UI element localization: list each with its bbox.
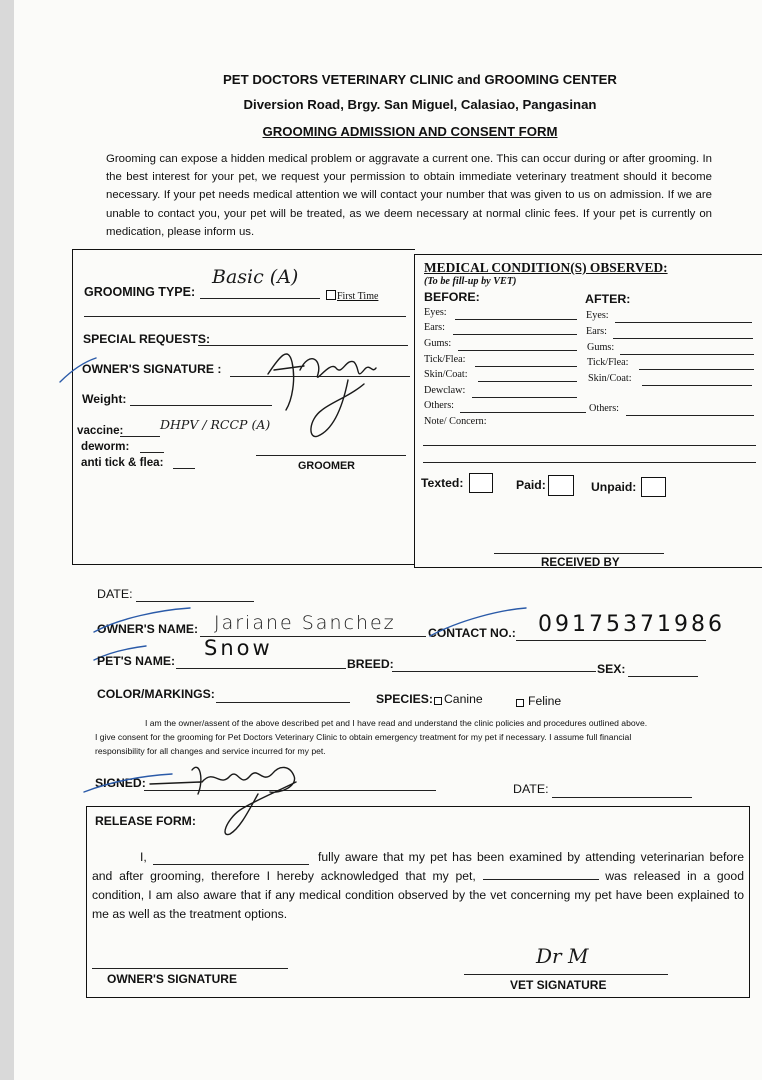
date-label-bottom: DATE: <box>513 782 549 796</box>
paid-checkbox[interactable] <box>548 475 574 496</box>
date-label-top: DATE: <box>97 587 133 601</box>
grooming-type-value: Basic (A) <box>212 266 299 288</box>
pet-name-label: PET'S NAME: <box>97 654 176 668</box>
release-pet-line[interactable] <box>483 869 599 880</box>
contact-label: CONTACT NO.: <box>428 626 516 640</box>
before-eyes-label: Eyes: <box>424 307 447 318</box>
species-label: SPECIES: <box>376 692 433 706</box>
grooming-type-label: GROOMING TYPE: <box>84 285 196 299</box>
release-title: RELEASE FORM: <box>95 814 196 828</box>
breed-label: BREED: <box>347 657 394 671</box>
deworm-label: deworm: <box>81 440 130 453</box>
note-line-1[interactable] <box>423 445 756 446</box>
signed-label: SIGNED: <box>95 776 146 790</box>
date-line-bottom[interactable] <box>552 797 692 798</box>
first-time-checkbox[interactable] <box>326 290 336 300</box>
after-gums-line[interactable] <box>620 354 754 355</box>
groomer-line <box>256 455 406 456</box>
note-label: Note/ Concern: <box>424 416 487 427</box>
owner-signature-line-bottom[interactable] <box>92 968 288 969</box>
groomer-label: GROOMER <box>298 460 355 472</box>
after-ears-label: Ears: <box>586 326 607 337</box>
unpaid-label: Unpaid: <box>591 480 637 494</box>
after-ears-line[interactable] <box>613 338 753 339</box>
sex-line[interactable] <box>628 676 698 677</box>
medical-title: MEDICAL CONDITION(S) OBSERVED: <box>424 260 668 275</box>
before-ears-line[interactable] <box>453 334 577 335</box>
vaccine-value: DHPV / RCCP (A) <box>160 417 271 432</box>
grooming-divider <box>84 316 406 317</box>
consent-line-1: I am the owner/assent of the above described pet and I have read and understand the clinic policies and procedures outlined above. <box>145 718 648 728</box>
vaccine-label: vaccine: <box>77 424 124 437</box>
canine-checkbox[interactable] <box>434 697 442 705</box>
after-label: AFTER: <box>585 292 631 306</box>
before-skincoat-line[interactable] <box>478 381 577 382</box>
color-line[interactable] <box>216 702 350 703</box>
weight-label: Weight: <box>82 392 127 406</box>
sex-label: SEX: <box>597 662 626 676</box>
first-time-label: First Time <box>337 291 379 302</box>
pet-name-value: Snow <box>204 636 273 660</box>
vet-signature-label: VET SIGNATURE <box>510 978 607 992</box>
release-text-3: was released in a good condition, I am also aware that if any medical condition observed by the vet concerning my pet have been explained to me as well as the treatment options. <box>92 869 744 921</box>
before-others-label: Others: <box>424 400 454 411</box>
medical-subtitle: (To be fill-up by VET) <box>424 276 517 287</box>
after-eyes-label: Eyes: <box>586 310 609 321</box>
before-gums-label: Gums: <box>424 338 452 349</box>
before-label: BEFORE: <box>424 290 480 304</box>
color-label: COLOR/MARKINGS: <box>97 687 215 701</box>
contact-value: 09175371986 <box>538 612 725 637</box>
release-paragraph <box>92 848 744 924</box>
feline-label: Feline <box>528 694 562 708</box>
before-dewclaw-label: Dewclaw: <box>424 385 466 396</box>
before-eyes-line[interactable] <box>455 319 577 320</box>
release-text-2: fully aware that my pet has been examined by attending veterinarian before and after grooming, therefore I hereby acknowledged that my pet, <box>92 850 744 883</box>
contact-line[interactable] <box>516 640 706 641</box>
clinic-name: PET DOCTORS VETERINARY CLINIC and GROOMING CENTER <box>223 72 617 87</box>
after-eyes-line[interactable] <box>615 322 752 323</box>
release-i: I, <box>140 850 147 864</box>
feline-checkbox[interactable] <box>516 699 524 707</box>
before-others-line[interactable] <box>460 412 586 413</box>
received-by-label: RECEIVED BY <box>541 556 620 569</box>
vet-signature-line[interactable] <box>464 974 668 975</box>
received-by-line[interactable] <box>494 553 664 554</box>
unpaid-checkbox[interactable] <box>641 477 666 497</box>
consent-line-3: responsibility for all changes and service incurred for my pet. <box>95 746 326 756</box>
owner-signature-label-bottom: OWNER'S SIGNATURE <box>107 972 237 986</box>
grooming-type-line <box>200 298 320 299</box>
after-tickflea-label: Tick/Flea: <box>587 357 629 368</box>
intro-paragraph: Grooming can expose a hidden medical problem or aggravate a current one. This can occur during or after grooming. In the best interest for your pet, we request your permission to obtain immediate veterinary treatment should it become necessary. If your pet needs medical attention we will contact your number that was given to us on admission. If we are unable to contact you, your pet will be treated, as we deem necessary at normal clinic fees. If your pet is currently on medication, please inform us. <box>106 153 712 238</box>
after-others-line[interactable] <box>626 415 754 416</box>
owner-signature-label-top: OWNER'S SIGNATURE : <box>82 362 222 376</box>
after-skincoat-label: Skin/Coat: <box>588 373 632 384</box>
before-ears-label: Ears: <box>424 322 445 333</box>
vaccine-line <box>120 436 160 437</box>
form-title: GROOMING ADMISSION AND CONSENT FORM <box>262 124 558 139</box>
canine-label: Canine <box>444 692 483 706</box>
before-skincoat-label: Skin/Coat: <box>424 369 468 380</box>
after-others-label: Others: <box>589 403 619 414</box>
breed-line[interactable] <box>392 671 596 672</box>
after-skincoat-line[interactable] <box>642 385 752 386</box>
paid-label: Paid: <box>516 478 546 492</box>
deworm-line <box>140 452 164 453</box>
owner-name-value: Jariane Sanchez <box>214 612 396 634</box>
antitick-line <box>173 468 195 469</box>
vet-signature-value: Dr M <box>536 944 589 968</box>
after-tickflea-line[interactable] <box>639 369 754 370</box>
weight-line[interactable] <box>130 405 272 406</box>
before-dewclaw-line[interactable] <box>472 397 577 398</box>
consent-line-2: I give consent for the grooming for Pet Doctors Veterinary Clinic to obtain emergency treatment for my pet if necessary. I assume full financial <box>95 732 632 742</box>
special-requests-label: SPECIAL REQUESTS: <box>83 332 211 346</box>
owner-name-label: OWNER'S NAME: <box>97 622 199 636</box>
antitick-label: anti tick & flea: <box>81 456 164 469</box>
texted-label: Texted: <box>421 476 464 490</box>
before-tickflea-line[interactable] <box>475 366 577 367</box>
note-line-2[interactable] <box>423 462 756 463</box>
before-tickflea-label: Tick/Flea: <box>424 354 466 365</box>
after-gums-label: Gums: <box>587 342 615 353</box>
clinic-address: Diversion Road, Brgy. San Miguel, Calasiao, Pangasinan <box>243 97 597 112</box>
texted-checkbox[interactable] <box>469 473 493 493</box>
before-gums-line[interactable] <box>458 350 577 351</box>
pet-name-line[interactable] <box>176 668 346 669</box>
